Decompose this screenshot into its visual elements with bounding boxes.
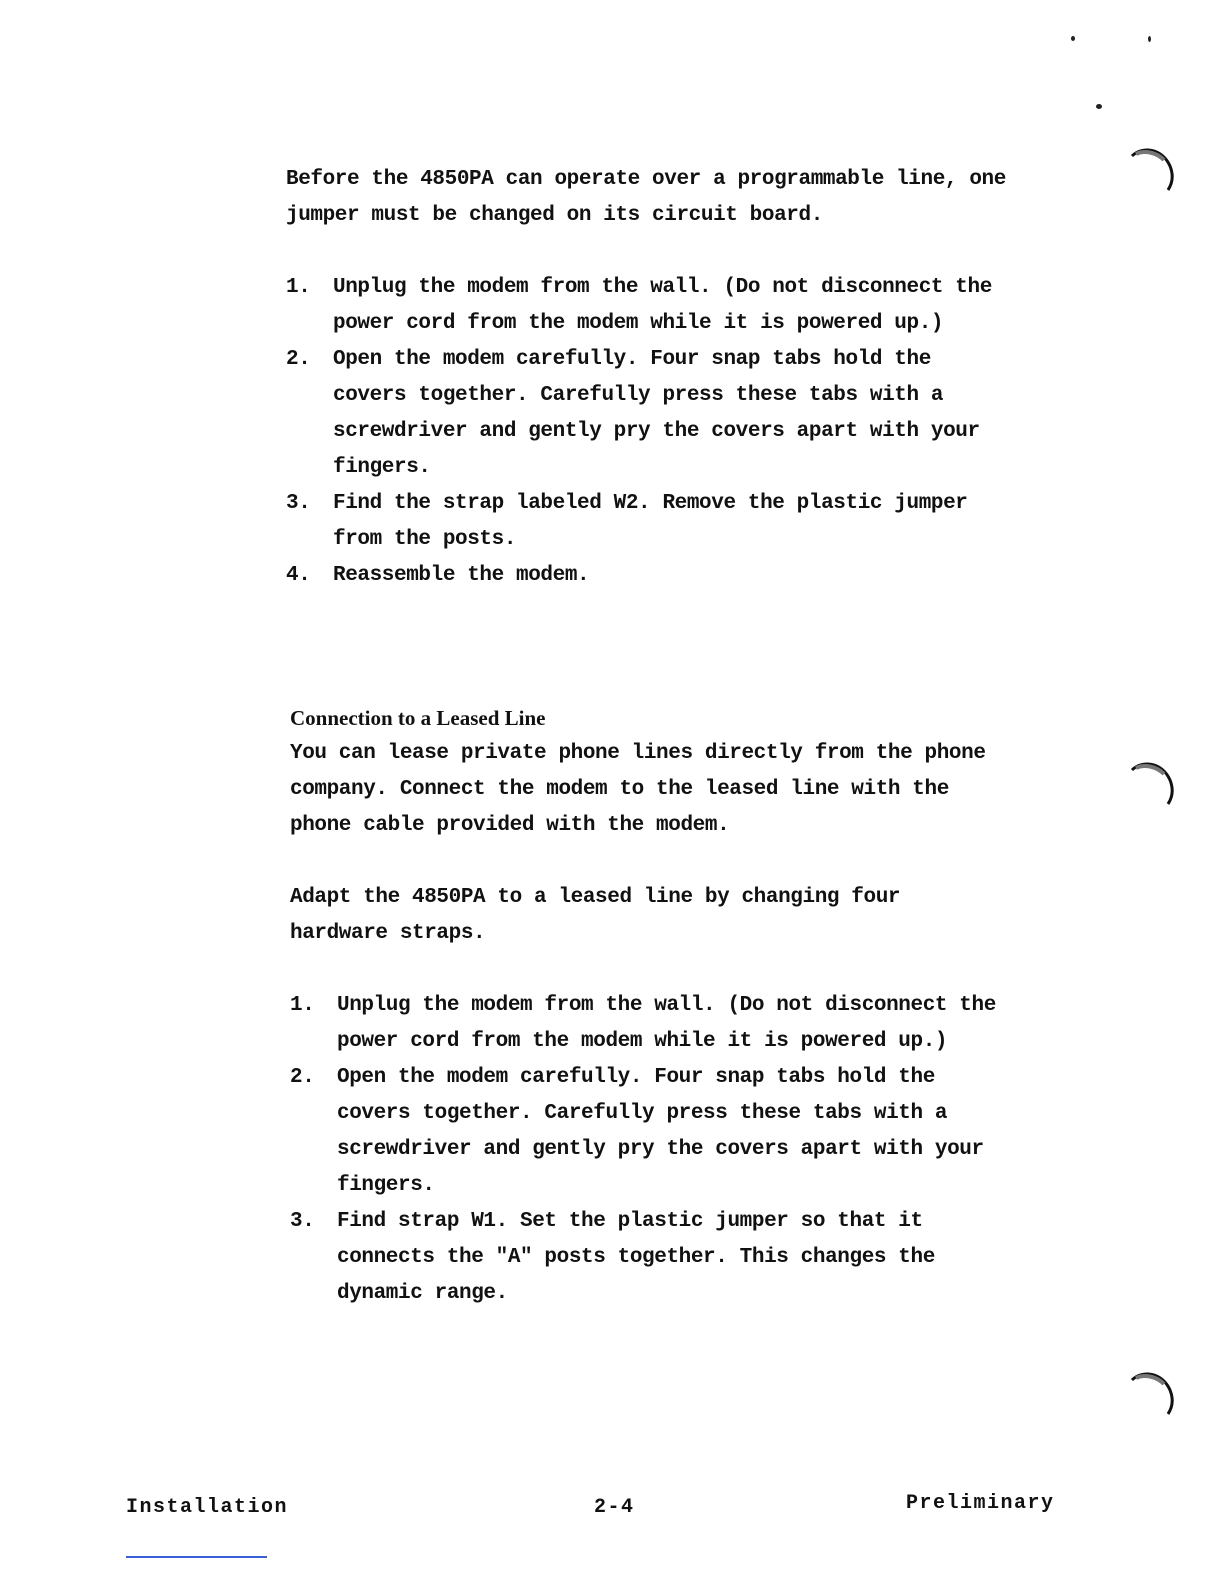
step-item — [286, 558, 1006, 594]
step-number: 1. — [290, 994, 315, 1017]
step-number: 2. — [286, 348, 311, 371]
programmable-line-steps — [286, 270, 1006, 594]
step-item — [286, 486, 1006, 558]
leased-paragraph-2: Adapt the 4850PA to a leased line by changing four hardware straps. — [290, 886, 901, 945]
leased-line-steps — [290, 988, 1006, 1312]
scan-speck — [1071, 36, 1075, 41]
footer-rule — [126, 1556, 267, 1558]
binder-hole-mark — [1128, 756, 1178, 816]
step-item — [286, 270, 1006, 342]
footer-section-name: Installation — [126, 1496, 289, 1519]
step-number: 1. — [286, 276, 311, 299]
step-text: Unplug the modem from the wall. (Do not disconnect the power cord from the modem while it is powered up.) — [337, 994, 996, 1053]
step-text: Unplug the modem from the wall. (Do not disconnect the power cord from the modem while it is powered up.) — [333, 276, 992, 335]
footer-status: Preliminary — [906, 1492, 1055, 1515]
binder-hole-mark — [1128, 142, 1178, 202]
step-text: Open the modem carefully. Four snap tabs hold the covers together. Carefully press these tabs with a screwdriver and gently pry the covers apart with your fingers. — [337, 1066, 984, 1197]
step-item — [286, 342, 1006, 486]
step-number: 3. — [290, 1210, 315, 1233]
scan-speck — [1096, 104, 1102, 109]
section-heading: Connection to a Leased Line — [290, 706, 546, 730]
step-item — [290, 1060, 1006, 1204]
leased-line-section — [290, 700, 1006, 1312]
step-item — [290, 1204, 1006, 1312]
step-number: 2. — [290, 1066, 315, 1089]
scan-speck — [1148, 36, 1151, 42]
step-text: Find the strap labeled W2. Remove the plastic jumper from the posts. — [333, 492, 968, 551]
step-text: Reassemble the modem. — [333, 564, 590, 587]
step-number: 4. — [286, 564, 311, 587]
intro-paragraph: Before the 4850PA can operate over a programmable line, one jumper must be changed on its circuit board. — [286, 168, 1006, 227]
footer-page-number: 2-4 — [594, 1496, 635, 1519]
step-number: 3. — [286, 492, 311, 515]
step-text: Find strap W1. Set the plastic jumper so that it connects the "A" posts together. This changes the dynamic range. — [337, 1210, 935, 1305]
main-content — [286, 162, 1006, 1348]
step-text: Open the modem carefully. Four snap tabs hold the covers together. Carefully press these tabs with a screwdriver and gently pry the covers apart with your fingers. — [333, 348, 980, 479]
leased-paragraph-1: You can lease private phone lines directly from the phone company. Connect the modem to the leased line with the phone cable provided with the modem. — [290, 742, 986, 837]
binder-hole-mark — [1128, 1366, 1178, 1426]
step-item — [290, 988, 1006, 1060]
